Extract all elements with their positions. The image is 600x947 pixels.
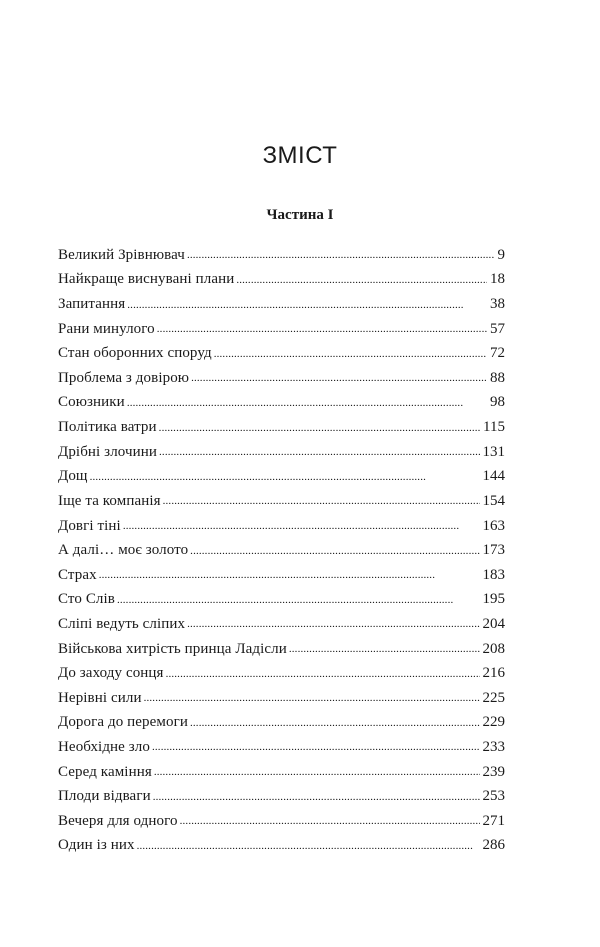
toc-entry	[58, 243, 505, 268]
toc-entry-title: Страх	[58, 566, 97, 583]
toc-entry-page-number: 225	[482, 689, 505, 706]
toc-entry	[58, 317, 505, 342]
toc-entry-page-number: 286	[482, 837, 505, 854]
toc-entry-page-number: 204	[482, 615, 505, 632]
toc-entry-page-number: 163	[482, 517, 505, 534]
toc-entry-page-number: 131	[482, 443, 505, 460]
toc-entry-title: До заходу сонця	[58, 665, 164, 682]
toc-entry-page-number: 18	[490, 271, 505, 288]
dot-leader	[159, 421, 480, 435]
toc-entry	[58, 760, 505, 785]
toc-entry-page-number: 38	[490, 296, 505, 313]
toc-entry-page-number: 229	[482, 714, 505, 731]
dot-leader	[190, 544, 479, 558]
part-title: Частина І	[266, 207, 334, 223]
dot-leader	[289, 642, 480, 656]
toc-entry-page-number: 144	[482, 468, 505, 485]
toc-entry	[58, 686, 505, 711]
dot-leader	[127, 396, 487, 410]
toc-entry-title: Сто Слів	[58, 591, 115, 608]
toc-entry-title: Союзники	[58, 394, 125, 411]
dot-leader	[190, 716, 480, 730]
dot-leader	[163, 494, 480, 508]
dot-leader	[117, 593, 480, 607]
toc-entry	[58, 464, 505, 489]
toc-entry-page-number: 271	[482, 812, 505, 829]
toc-entry-page-number: 253	[482, 788, 505, 805]
toc-entry-page-number: 195	[482, 591, 505, 608]
toc-entry	[58, 440, 505, 465]
toc-entry-title: Сліпі ведуть сліпих	[58, 615, 186, 632]
toc-entry	[58, 514, 505, 539]
table-of-contents	[58, 243, 505, 858]
toc-entry	[58, 563, 505, 588]
toc-entry-title: Нерівні сили	[58, 689, 142, 706]
toc-entry	[58, 391, 505, 416]
dot-leader	[127, 298, 487, 312]
toc-entry-page-number: 98	[490, 394, 505, 411]
toc-entry	[58, 735, 505, 760]
toc-entry-page-number: 216	[482, 665, 505, 682]
toc-entry	[58, 784, 505, 809]
toc-entry-page-number: 115	[483, 419, 505, 436]
toc-entry	[58, 588, 505, 613]
toc-entry-title: Військова хитрість принца Ладісли	[58, 640, 287, 657]
toc-entry-title: Дрібні злочини	[58, 443, 158, 460]
dot-leader	[191, 371, 487, 385]
toc-entry	[58, 366, 505, 391]
toc-entry	[58, 341, 505, 366]
toc-entry	[58, 415, 505, 440]
toc-entry-page-number: 72	[490, 345, 505, 362]
dot-leader	[153, 790, 480, 804]
dot-leader	[187, 248, 495, 262]
toc-entry	[58, 489, 505, 514]
toc-entry	[58, 268, 505, 293]
toc-entry	[58, 711, 505, 736]
dot-leader	[137, 839, 480, 853]
toc-entry-page-number: 239	[482, 763, 505, 780]
toc-entry	[58, 612, 505, 637]
dot-leader	[157, 322, 487, 336]
toc-entry-title: Довгі тіні	[58, 517, 121, 534]
toc-entry-title: Запитання	[58, 296, 126, 313]
toc-entry-title: Один із них	[58, 837, 135, 854]
toc-entry	[58, 834, 505, 859]
page-title: ЗМІСТ	[262, 142, 338, 169]
toc-entry-page-number: 183	[482, 566, 505, 583]
toc-entry	[58, 809, 505, 834]
toc-entry-title: Серед каміння	[58, 763, 152, 780]
toc-entry-title: Іще та компанія	[58, 492, 161, 509]
toc-entry-title: Стан оборонних споруд	[58, 345, 212, 362]
dot-leader	[159, 445, 479, 459]
dot-leader	[144, 691, 480, 705]
toc-entry-title: Необхідне зло	[58, 738, 150, 755]
dot-leader	[166, 667, 480, 681]
toc-entry-page-number: 173	[482, 542, 505, 559]
dot-leader	[236, 273, 487, 287]
dot-leader	[214, 347, 487, 361]
toc-entry-page-number: 9	[497, 246, 505, 263]
dot-leader	[154, 765, 480, 779]
dot-leader	[187, 617, 479, 631]
toc-entry-title: Дорога до перемоги	[58, 714, 188, 731]
toc-entry	[58, 637, 505, 662]
toc-entry-title: Проблема з довірою	[58, 369, 190, 386]
dot-leader	[99, 568, 480, 582]
dot-leader	[90, 470, 480, 484]
dot-leader	[152, 740, 480, 754]
toc-entry-page-number: 154	[482, 492, 505, 509]
toc-entry-page-number: 88	[490, 369, 505, 386]
toc-entry-title: Політика ватри	[58, 419, 157, 436]
toc-entry	[58, 661, 505, 686]
dot-leader	[123, 519, 480, 533]
toc-entry-title: Рани минулого	[58, 320, 155, 337]
toc-entry-title: Найкраще виснувані плани	[58, 271, 235, 288]
toc-entry-title: Вечеря для одного	[58, 812, 178, 829]
toc-entry-page-number: 208	[482, 640, 505, 657]
dot-leader	[180, 814, 480, 828]
toc-entry-page-number: 233	[482, 738, 505, 755]
toc-entry-title: А далі… моє золото	[58, 542, 189, 559]
toc-entry	[58, 292, 505, 317]
toc-entry-title: Дощ	[58, 468, 88, 485]
toc-entry-title: Великий Зрівнювач	[58, 246, 185, 263]
toc-entry-page-number: 57	[490, 320, 505, 337]
toc-entry	[58, 538, 505, 563]
toc-entry-title: Плоди відваги	[58, 788, 151, 805]
